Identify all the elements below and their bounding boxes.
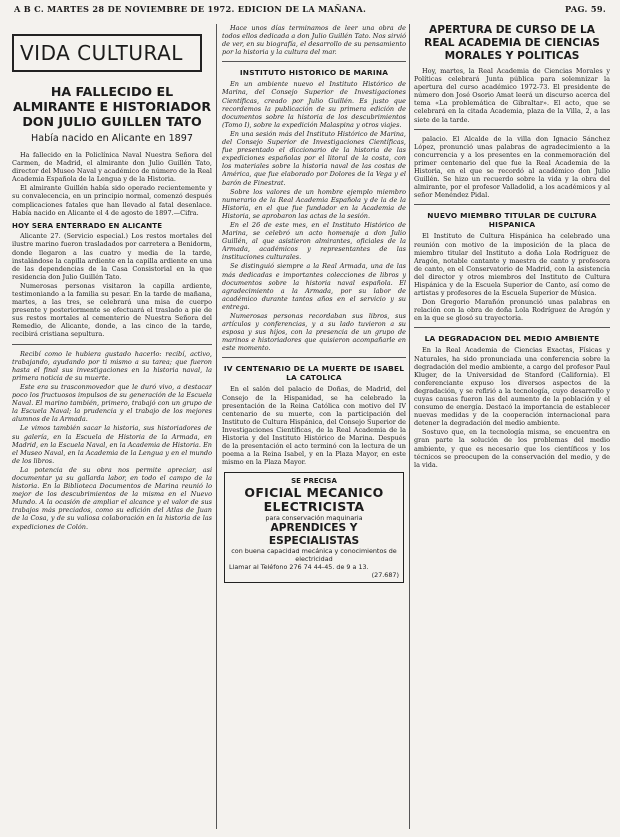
ad-line: SE PRECISA — [291, 477, 337, 486]
paragraph: Sostuvo que, en la tecnología misma, se encuentra en gran parte la solución de los problemas del medio ambiente, y que es necesario que los científicos y los técnicos se preocupen de la conservación del medio, y de la vida. — [414, 428, 610, 469]
paragraph: Sobre los valores de un hombre ejemplo miembro numerario de la Real Academia Española y de la de la Historia, en el que fue fundador en la Academia de Historia, se aprobaron las actas de la sesión. — [222, 187, 406, 220]
paragraph: El almirante Guillén había sido operado recientemente y su convalecencia, en un principio normal, comenzó después complicaciones fatales que han llevado al fatal desenlace. Había nacido en Alicante el 4 de agosto de 1897.—Cifra. — [12, 184, 212, 217]
column-rule-1 — [216, 24, 217, 829]
academy-headline: APERTURA DE CURSO DE LA REAL ACADEMIA DE CIENCIAS MORALES Y POLITICAS — [424, 24, 600, 62]
ad-title: APRENDICES Y ESPECIALISTAS — [268, 522, 360, 547]
column-3 — [414, 24, 610, 833]
paragraph: Don Gregorio Marañón pronunció unas palabras en relación con la obra de doña Lola Rodríguez de Aragón y en la que se glosó su trayectoria. — [414, 298, 610, 323]
divider — [414, 327, 610, 328]
column-1 — [12, 24, 212, 833]
subsection-heading: HOY SERA ENTERRADO EN ALICANTE — [12, 221, 163, 230]
section-title: VIDA CULTURAL — [12, 34, 202, 72]
ad-ref: (27.687) — [371, 571, 399, 580]
divider — [414, 204, 610, 205]
paragraph: Hace unos días terminamos de leer una obra de todos ellos dedicada a don Julio Guillén Tato. Nos sirvió de ver, en su biografía, el desarrollo de su pensamiento por la historia y la cultura del mar. — [222, 24, 406, 57]
paragraph: El Instituto de Cultura Hispánica ha celebrado una reunión con motivo de la imposición de la placa de miembro titular del Instituto a doña Lola Rodríguez de Aragón, notable cantante y maestra de canto y profesora de canto, en el Conservatorio de Madrid, con la asistencia del director y otros miembros del Instituto de Cultura Hispánica y de la Escuela Superior de Canto, así como de artistas y profesores de la Escuela Superior de Música. — [414, 232, 610, 298]
paragraph: En la Real Academia de Ciencias Exactas, Físicas y Naturales, ha sido pronunciada una conferencia sobre la degradación del medio ambiente, a cargo del profesor Paul Kluger, de la Universidad de Stanford (California). El conferenciante expuso los diversos aspectos de la degradación, y se refirió a la tecnología, cuyo desarrollo y cuyas causas fueron las del aumento de la población y el consumo de energía. Destacó la importancia de establecer nuevas medidas y de la cooperación internacional para detener la degradación del medio ambiente. — [414, 346, 610, 428]
obituary-subhead: Había nacido en Alicante en 1897 — [30, 133, 193, 144]
tribute-text — [12, 350, 212, 531]
column-2 — [222, 24, 406, 833]
divider — [222, 357, 406, 358]
paragraph: palacio. El Alcalde de la villa don Ignacio Sánchez López, pronunció unas palabras de agradecimiento a la concurrencia y a los presentes en la conmemoración del primer centenario del que fue la Real Academia de la Historia, en el que se recordó al académico don Julio Guillén. Se hizo un recuerdo sobre la vida y la obra del almirante, por el profesor Valladolid, a los académicos y al señor Menéndez Pidal. — [414, 134, 610, 200]
paragraph: En el 26 de este mes, en el Instituto Histórico de Marina, se celebró un acto homenaje a don Julio Guillén, al que asistieron almirantes, oficiales de la Armada, académicos y representantes de las instituciones culturales. — [222, 220, 406, 262]
paragraph: Ha fallecido en la Policlínica Naval Nuestra Señora del Carmen, de Madrid, el almirante don Julio Guillén Tato, director del Museo Naval y académico de número de la Real Academia Española de la Lengua y de la Historia. — [12, 151, 212, 184]
institute-text — [222, 80, 406, 352]
page-number: PAG. 59. — [565, 4, 606, 14]
ad-title: OFICIAL MECANICO ELECTRICISTA — [244, 485, 384, 515]
paragraph: La potencia de su obra nos permite apreciar, así documentar ya su gallarda labor, en todo el campo de la historia. En la Biblioteca Documentos de Marina reunió lo mejor de los descubrimientos de la misma en el Nuevo Mundo. A la ocasión de ampliar el alcance y el valor de sus trabajos más preciados, como su edición del Atlas de Juan de la Cosa, y de su valiosa colaboración en la historia de las expediciones de Colón. — [12, 465, 212, 531]
centenary-heading: IV CENTENARIO DE LA MUERTE DE ISABEL LA CATOLICA — [223, 364, 405, 383]
paragraph: En una sesión más del Instituto Histórico de Marina, del Consejo Superior de Investigaciones Científicas, fue presentado el diccionario de la historia de las expediciones españolas por el litoral de la costa, con los materiales sobre la historia naval de las costas de América, que fue elaborado por Dolores de la Vega y el barón de Finestrat. — [222, 129, 406, 187]
member-heading: NUEVO MIEMBRO TITULAR DE CULTURA HISPANICA — [427, 211, 597, 230]
column-rule-2 — [409, 24, 410, 829]
classified-ad — [224, 472, 404, 583]
paragraph: Le vimos también sacar la historia, sus historiadores de su galería, en la Escuela de Historia de la Armada, en Madrid, en la Escuela Naval, en la Academia de Historia. En el Museo Naval, en la Academia de la Lengua y en el mundo de los libros. — [12, 424, 212, 465]
divider — [12, 344, 212, 345]
intro-text — [222, 24, 406, 56]
ad-line: para conservación maquinaria — [265, 514, 363, 523]
paragraph: En un ambiente nuevo el Instituto Histórico de Marina, del Consejo Superior de Investigaciones Científicas, creado por Julio Guillén. Es justo que recordemos la publicación de su primera edición de documentos sobre la historia de los descubrimientos (Tomo I), sobre la expedición Malaspina y otros viajes. — [222, 80, 406, 129]
paragraph: En el salón del palacio de Doñas, de Madrid, del Consejo de la Hispanidad, se ha celebrado la presentación de la Reina Católica con motivo del IV centenario de su muerte, con la participación del Instituto de Cultura Hispánica, del Consejo Superior de Investigaciones Científicas, de la Real Academia de la Historia y del Instituto Histórico de Marina. Después de la presentación el acto terminó con la lectura de un poema a la Reina Isabel, y en la Plaza Mayor, en este mismo en la Plaza Mayor. — [222, 385, 406, 467]
ad-phone: Llamar al Teléfono 276 74 44-45. de 9 a 13. — [229, 563, 369, 572]
paragraph: Numerosas personas recordaban sus libros, sus artículos y conferencias, y a su lado tuvieron a su esposa y sus hijos, con la presencia de un grupo de marinos e historiadores que quisieron acompañarle en este momento. — [222, 312, 406, 353]
paragraph: Este era su trasconmovedor que le duró vivo, a destacar poco los fructuosos impulsos de su generación de la Escuela Naval. El marino también, primero, trabajó con un grupo de la Escuela Naval; la prudencia y el trabajo de los mejores alumnos de la Armada. — [12, 382, 212, 424]
environment-heading: LA DEGRADACION DEL MEDIO AMBIENTE — [424, 334, 600, 344]
paragraph: Hoy, martes, la Real Academia de Ciencias Morales y Políticas celebrará Junta pública para solemnizar la apertura del curso académico 1972-73. El presidente de número don José Osorio Amat leerá un discurso acerca del tema «La problemática de Gibraltar». El acto, que se celebrará en la citada Academia, plaza de la Villa, 2, a las siete de la tarde. — [414, 67, 610, 124]
institute-heading: INSTITUTO HISTORICO DE MARINA — [239, 68, 389, 78]
divider — [414, 129, 610, 130]
paragraph: Recibí como le hubiera gustado hacerlo: recibí, activo, trabajando, ayudando por ti mismo a su tarea; que fueron hasta el final sus investigaciones en la historia naval, la primera noticia de su muerte. — [12, 349, 212, 382]
divider — [222, 61, 406, 62]
paragraph: Se distinguió siempre a la Real Armada, una de las más dedicadas e importantes colecciones de libros y documentos sobre la historia naval española. El agradecimiento a la Armada, por su labor de académico durante tantos años en el servicio y su entrega. — [222, 262, 406, 311]
ad-line: con buena capacidad mecánica y conocimientos de electricidad — [231, 547, 397, 564]
paragraph: Alicante 27. (Servicio especial.) Los restos mortales del ilustre marino fueron trasladados por carretera a Benidorm, donde llegaron a las cuatro y media de la tarde, instalándose la capilla ardiente en la capilla ardiente en una de las dependencias de la Casa Consistorial en la que residencia don Julio Guillén Tato. — [12, 232, 212, 281]
paragraph: Numerosas personas visitaron la capilla ardiente, testimoniando a la familia su pesar. En la tarde de mañana, martes, a las tres, se celebrará una misa de cuerpo presente y posteriormente se efectuará el traslado a pie de sus restos mortales al cementerio de Nuestra Señora del Remedio, de Alicante, donde, a las cinco de la tarde, recibirá cristiana sepultura. — [12, 281, 212, 339]
masthead — [14, 2, 606, 16]
obituary-headline: HA FALLECIDO EL ALMIRANTE E HISTORIADOR DON JULIO GUILLEN TATO — [12, 84, 212, 129]
masthead-date: A B C. MARTES 28 DE NOVIEMBRE DE 1972. EDICION DE LA MAÑANA. — [14, 4, 367, 14]
